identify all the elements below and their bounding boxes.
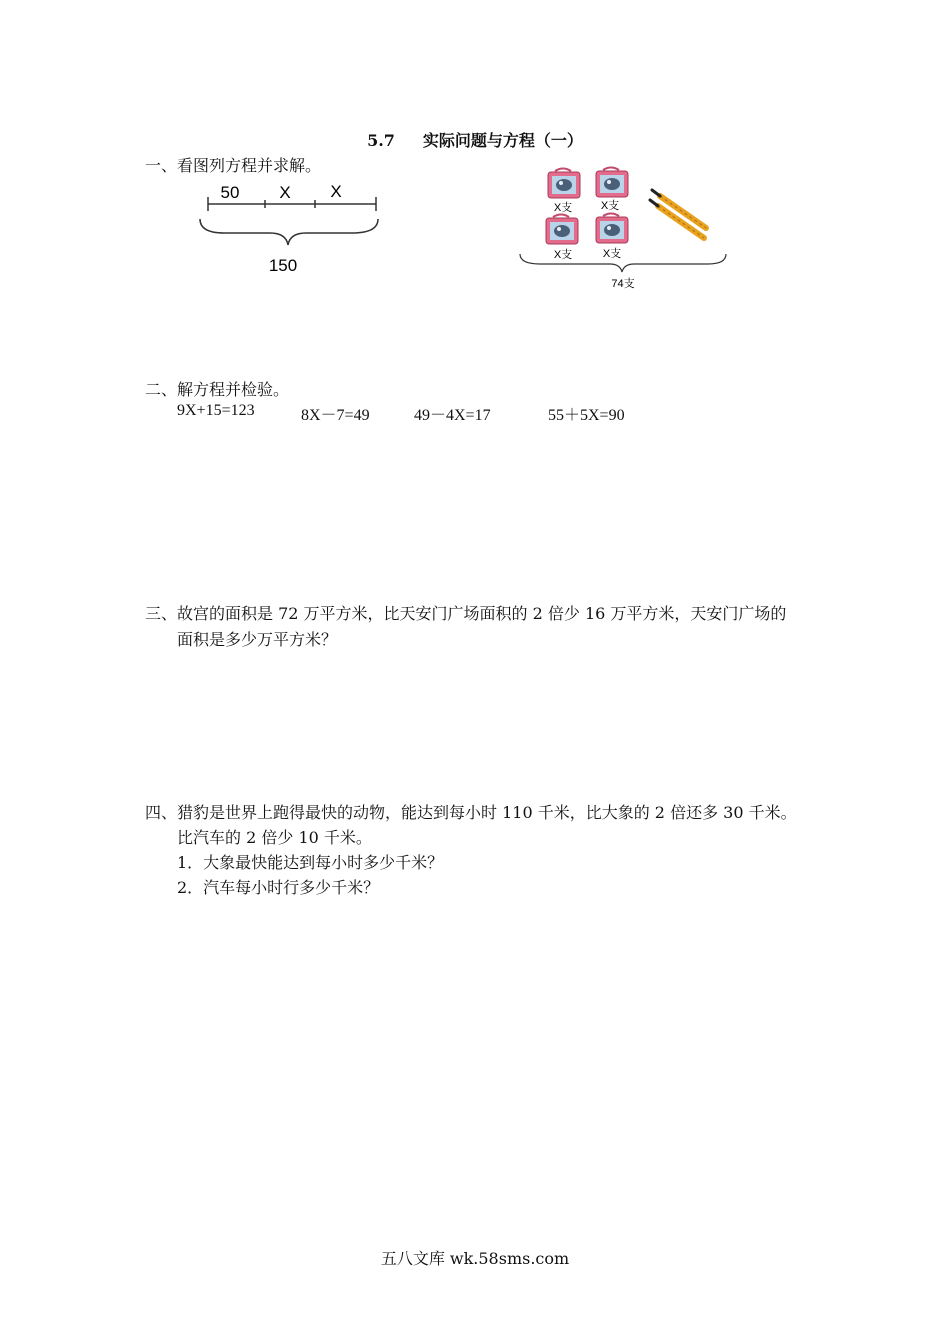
question-4-sub-1: 1．大象最快能达到每小时多少千米？ [177, 853, 444, 872]
section-title: 实际问题与方程（一） [422, 131, 583, 150]
total-label: 74支 [611, 278, 635, 290]
question-3-line-2: 面积是多少万平方米？ [177, 630, 338, 649]
box-label-2: X支 [600, 200, 620, 212]
equation-3: 49－4X=17 [414, 407, 491, 424]
box-label-4: X支 [602, 248, 622, 260]
question-1-label: 一、看图列方程并求解。 [145, 156, 322, 175]
question-4-sub-2: 2．汽车每小时行多少千米？ [177, 878, 380, 897]
box-label-1: X支 [553, 202, 573, 214]
equation-2: 8X－7=49 [301, 407, 370, 424]
section-number: 5.7 [367, 131, 395, 150]
pencil-box-icon [546, 215, 578, 245]
pencil-box-icon [596, 214, 628, 244]
equation-4: 55＋5X=90 [548, 407, 625, 424]
question-2-label: 二、解方程并检验。 [145, 380, 290, 399]
pencil-box-icon [548, 169, 580, 199]
pencils-icon [650, 190, 706, 238]
box-label-3: X支 [553, 249, 573, 261]
equation-1: 9X+15=123 [177, 402, 255, 419]
question-3-line-1: 三、故宫的面积是 72 万平方米，比天安门广场面积的 2 倍少 16 万平方米，天安门广场的 [145, 604, 787, 623]
question-4-line-2: 比汽车的 2 倍少 10 千米。 [177, 828, 372, 847]
pencil-box-icon [596, 168, 628, 198]
question-4-line-1: 四、猎豹是世界上跑得最快的动物，能达到每小时 110 千米，比大象的 2 倍还多 30 千米。 [145, 803, 797, 822]
segment-label-1: 50 [220, 183, 240, 202]
segment-label-3: X [330, 182, 342, 201]
total-brace [200, 219, 378, 245]
page-title [0, 128, 950, 151]
segment-diagram [190, 175, 390, 285]
segment-label-2: X [279, 183, 291, 202]
footer-watermark: 五八文库 wk.58sms.com [380, 1249, 570, 1268]
total-label: 150 [268, 256, 298, 275]
total-brace [520, 254, 726, 272]
pencil-box-diagram [512, 160, 737, 295]
